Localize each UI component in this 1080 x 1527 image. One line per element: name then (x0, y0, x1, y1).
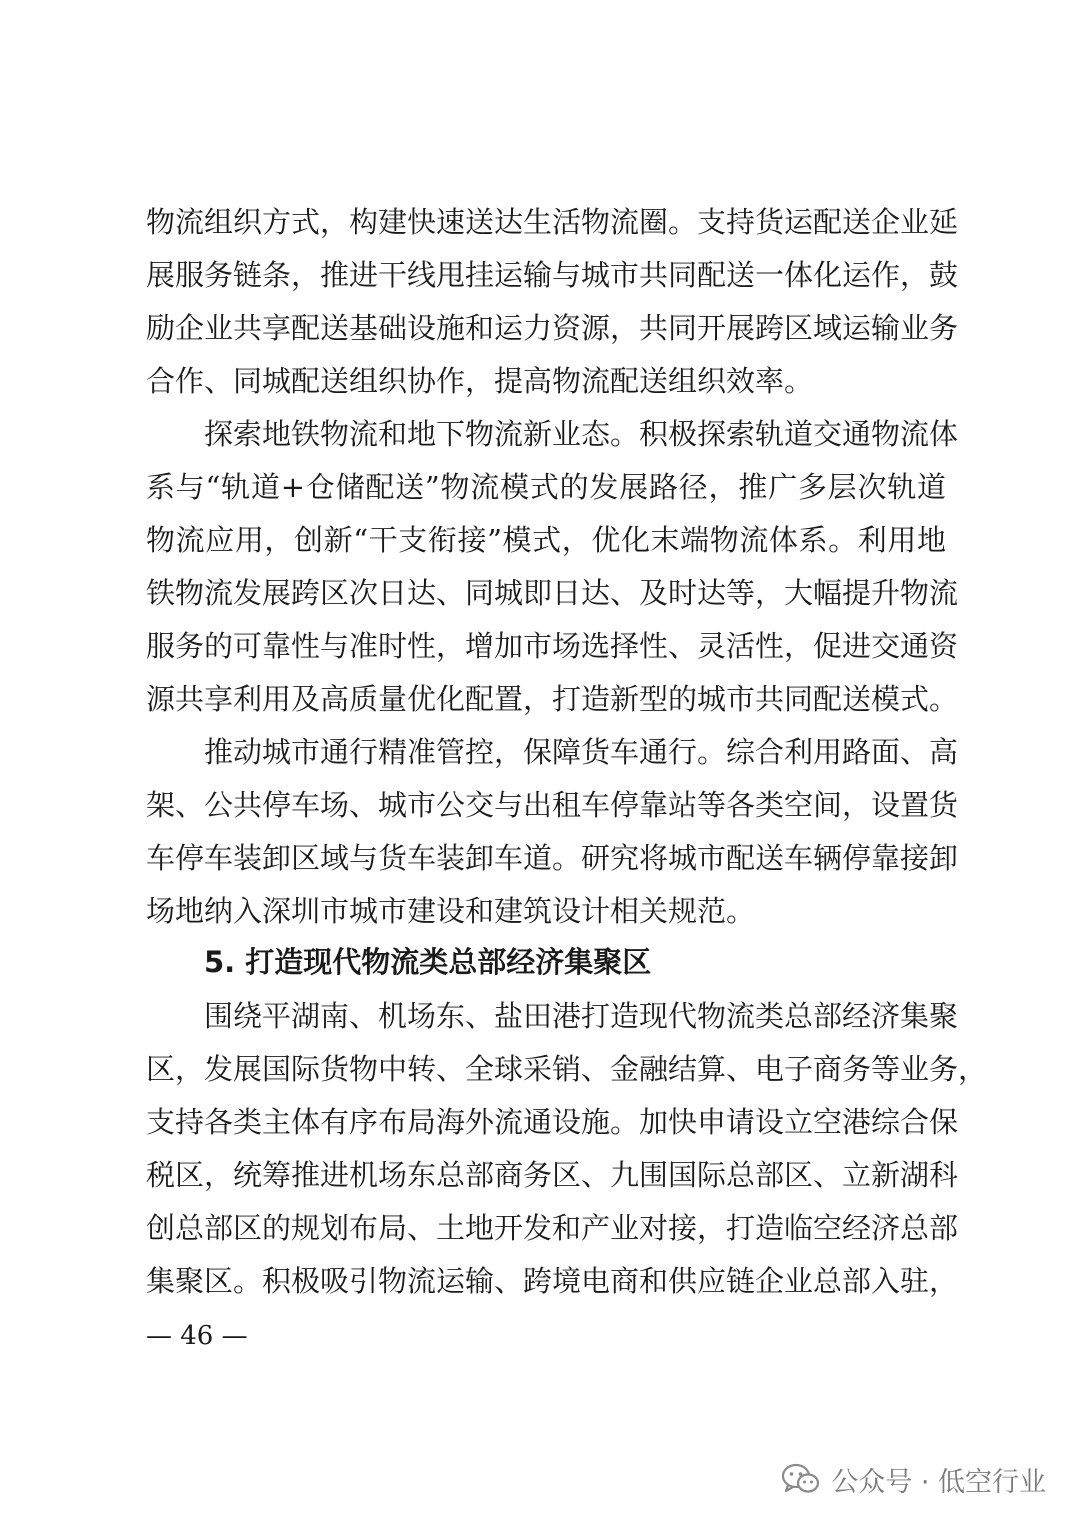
paragraph-line: 励企业共享配送基础设施和运力资源，共同开展跨区域运输业务 (146, 311, 959, 345)
wechat-icon (781, 1462, 821, 1496)
watermark (781, 1454, 1046, 1504)
paragraph-line: 物流应用，创新“干支衔接”模式，优化末端物流体系。利用地 (146, 523, 946, 557)
paragraph-line: 创总部区的规划布局、土地开发和产业对接，打造临空经济总部 (146, 1211, 959, 1245)
paragraph-line: 合作、同城配送组织协作，提高物流配送组织效率。 (146, 364, 814, 398)
paragraph-line: 推动城市通行精准管控，保障货车通行。综合利用路面、高 (204, 735, 959, 769)
paragraph-line: 铁物流发展跨区次日达、同城即日达、及时达等，大幅提升物流 (146, 576, 959, 610)
paragraph-line: 车停车装卸区域与货车装卸车道。研究将城市配送车辆停靠接卸 (146, 841, 959, 875)
watermark-text: 公众号 · 低空行业 (831, 1466, 1046, 1498)
paragraph-line: 服务的可靠性与准时性，增加市场选择性、灵活性，促进交通资 (146, 629, 959, 663)
paragraph-line: 系与“轨道+仓储配送”物流模式的发展路径，推广多层次轨道 (146, 470, 946, 504)
paragraph-line: 架、公共停车场、城市公交与出租车停靠站等各类空间，设置货 (146, 788, 959, 822)
paragraph-line: 展服务链条，推进干线甩挂运输与城市共同配送一体化运作，鼓 (146, 258, 959, 292)
paragraph-line: 场地纳入深圳市城市建设和建筑设计相关规范。 (146, 894, 756, 928)
paragraph-line: 围绕平湖南、机场东、盐田港打造现代物流类总部经济集聚 (204, 999, 959, 1033)
paragraph-line: 物流组织方式，构建快速送达生活物流圈。支持货运配送企业延 (146, 205, 959, 239)
paragraph-line: 集聚区。积极吸引物流运输、跨境电商和供应链企业总部入驻， (146, 1264, 959, 1298)
page-number: — 46 — (146, 1321, 248, 1351)
paragraph-line: 区，发展国际货物中转、全球采销、金融结算、电子商务等业务， (146, 1052, 988, 1086)
paragraph-line: 源共享利用及高质量优化配置，打造新型的城市共同配送模式。 (146, 682, 959, 716)
paragraph-line: 税区，统筹推进机场东总部商务区、九围国际总部区、立新湖科 (146, 1158, 959, 1192)
paragraph-line: 支持各类主体有序布局海外流通设施。加快申请设立空港综合保 (146, 1105, 959, 1139)
paragraph-line: 探索地铁物流和地下物流新业态。积极探索轨道交通物流体 (204, 417, 959, 451)
section-heading: 5. 打造现代物流类总部经济集聚区 (204, 945, 652, 979)
